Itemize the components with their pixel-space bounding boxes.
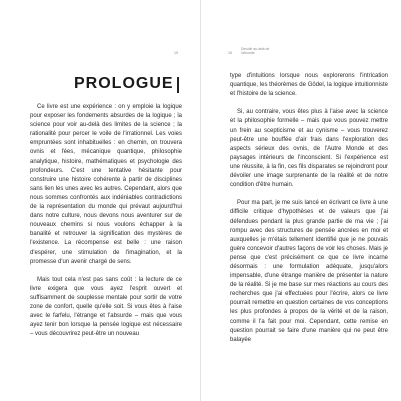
paragraph: Si, au contraire, vous êtes plus à l'aise avec la science et la philosophie formelle – mais que vous pouvez mettre un frein au scepticisme et au cynisme – vous trouverez peut-être une bouffée d'air frais dans l'exploration des aspects sérieux des ovnis, de l'Autre Monde et des paysages intérieurs de l'inconscient. Si l'expérience est une réussite, à la fin, ces fils disparates se rejoindront pour dévoiler une image surprenante de la réalité et de notre condition d'être humain.: [230, 109, 388, 189]
right-text-column: [230, 72, 388, 354]
paragraph: type d'intuitions lorsque nous explorerons l'intrication quantique, les théorèmes de Gödel, la logique intuitionniste et l'histoire de la science.: [230, 73, 388, 98]
page-number-left: 15: [174, 51, 178, 55]
paragraph: Pour ma part, je me suis lancé en écrivant ce livre à une difficile critique d'hypothèses et de valeurs que j'ai défendues pendant la plus grande partie de ma vie ; j'ai rompu avec des structures de pensée ancrées en moi et auxquelles je m'étais tellement identifié que je ne pouvais guère concevoir d'autres façons de voir les choses. Mais je pense que c'est précisément ce que ce livre incarne désormais : une formulation adéquate, jusqu'alors impensable, d'une étrange manière de présenter la nature de la réalité. Si je me base sur mes réactions au cours des recherches que j'ai effectuées pour l'écrire, alors ce livre pourrait remettre en question certaines de vos conceptions les plus profondes à propos de la vérité et de la raison, comme il l'a fait pour moi. Cependant, cette remise en question pourrait se faire d'une manière qui ne peut être balayée: [230, 200, 388, 343]
paragraph: Mais tout cela n'est pas sans coût : la lecture de ce livre exigera que vous ayez l'esprit ouvert et suffisamment de souplesse mentale pour sortir de votre zone de confort, quelle qu'elle soit. Si vous êtes à l'aise avec le farfelu, l'étrange et l'absurde – mais que vous ayez tenir bon lorsque la pensée logique est nécessaire – vous découvrirez peut-être un nouveau: [30, 276, 182, 338]
left-text-column: [30, 103, 182, 349]
chapter-title: PROLOGUE: [74, 75, 174, 92]
left-page: [0, 0, 200, 401]
paragraph: Ce livre est une expérience : on y emploie la logique pour exposer les fondements absurdes de la logique ; la science pour voir au-delà des limites de la science ; la rationalité pour percer le voile de l'irrationnel. Les voies empruntées sont inhabituelles : en chemin, on trouvera ovnis et fées, mécanique quantique, philosophie analytique, histoire, mathématiques et psychologie des profondeurs. C'est une tentative hésitante pour construire une histoire cohérente à partir de disciplines sans lien les unes avec les autres. Cependant, alors que nous sommes confrontés aux indéniables contradictions de la représentation du monde qui prévaut aujourd'hui dans notre culture, nous devons nous aventurer sur de nouveaux chemins si nous voulons échapper à la banalité et retrouver la signification des mystères de l'existence. La récompense est belle : une raison d'espérer, une stimulation de l'imagination, et la promesse d'un avenir chargé de sens.: [30, 104, 182, 265]
page-number-right: 16: [228, 51, 232, 55]
running-head: Dévoilé au-delà de l'absurde: [241, 47, 270, 56]
title-rule: [177, 77, 179, 93]
